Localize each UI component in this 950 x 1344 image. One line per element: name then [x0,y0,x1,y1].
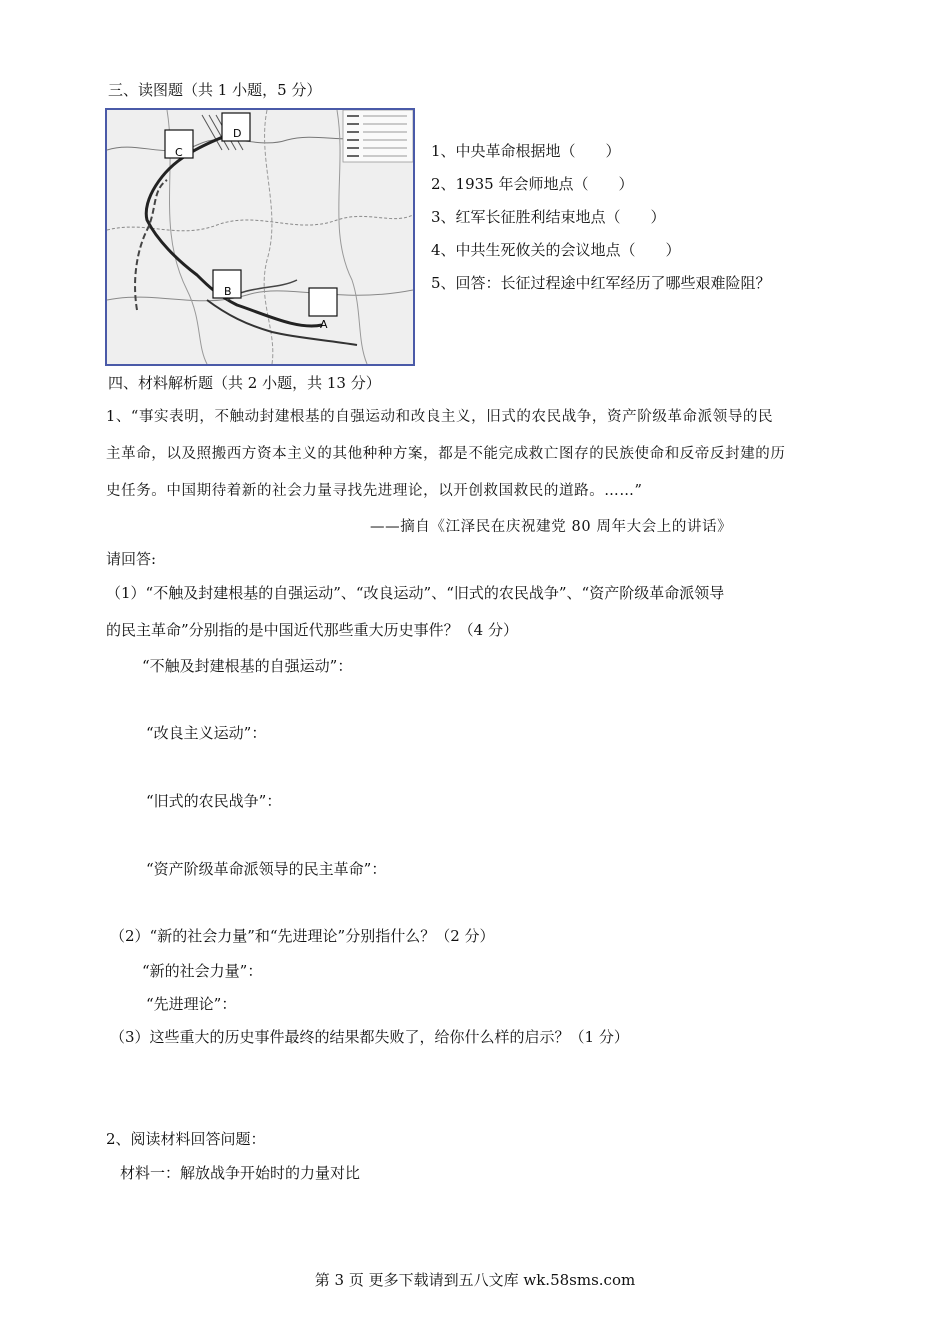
map-label-b: B [224,285,232,298]
map-question-5: 5、回答：长征过程途中红军经历了哪些艰难险阻？ [431,274,771,292]
part1-item-peasant-war: “旧式的农民战争”： [146,792,282,810]
map-question-3: 3、红军长征胜利结束地点（ ） [431,208,666,226]
quote-line-2: 主革命，以及照搬西方资本主义的其他种种方案，都是不能完成救亡图存的民族使命和反帝反封建的历 [106,446,786,462]
map-label-d: D [233,127,242,140]
material-1-heading: 材料一：解放战争开始时的力量对比 [120,1164,361,1182]
quote-line-3: 史任务。中国期待着新的社会力量寻找先进理论，以开创救国救民的道路。……” [106,483,643,499]
quote-source: ——摘自《江泽民在庆祝建党 80 周年大会上的讲话》 [370,519,733,535]
map-label-a: A [320,318,328,331]
part2-question: （2）“新的社会力量”和“先进理论”分别指什么？（2 分） [110,927,495,945]
section4-heading: 四、材料解析题（共 2 小题，共 13 分） [108,374,381,392]
long-march-map [105,108,415,366]
part3-question: （3）这些重大的历史事件最终的结果都失败了，给你什么样的启示？（1 分） [110,1028,629,1046]
section3-heading: 三、读图题（共 1 小题，5 分） [108,81,322,99]
map-label-c: C [175,146,183,159]
question-2-title: 2、阅读材料回答问题： [106,1130,266,1148]
map-box-a [309,288,337,316]
part1-line-2: 的民主革命”分别指的是中国近代那些重大历史事件？（4 分） [106,621,518,639]
answer-prompt: 请回答: [106,550,157,568]
map-question-4: 4、中共生死攸关的会议地点（ ） [431,241,681,259]
map-drawing [107,110,413,364]
part1-line-1: （1）“不触及封建根基的自强运动”、“改良运动”、“旧式的农民战争”、“资产阶级革命派领导 [106,584,725,602]
quote-line-1: 1、“事实表明，不触动封建根基的自强运动和改良主义，旧式的农民战争，资产阶级革命派领导的民 [106,409,774,425]
part1-item-self-strengthening: “不触及封建根基的自强运动”： [142,657,353,675]
map-question-1: 1、中央革命根据地（ ） [431,142,621,160]
part1-item-bourgeois-revolution: “资产阶级革命派领导的民主革命”： [146,860,387,878]
page-footer: 第 3 页 更多下载请到五八文库 wk.58sms.com [314,1271,636,1289]
part2-item-advanced-theory: “先进理论”： [146,995,237,1013]
map-question-2: 2、1935 年会师地点（ ） [431,175,634,193]
part1-item-reform: “改良主义运动”： [146,724,267,742]
part2-item-social-force: “新的社会力量”： [142,962,263,980]
